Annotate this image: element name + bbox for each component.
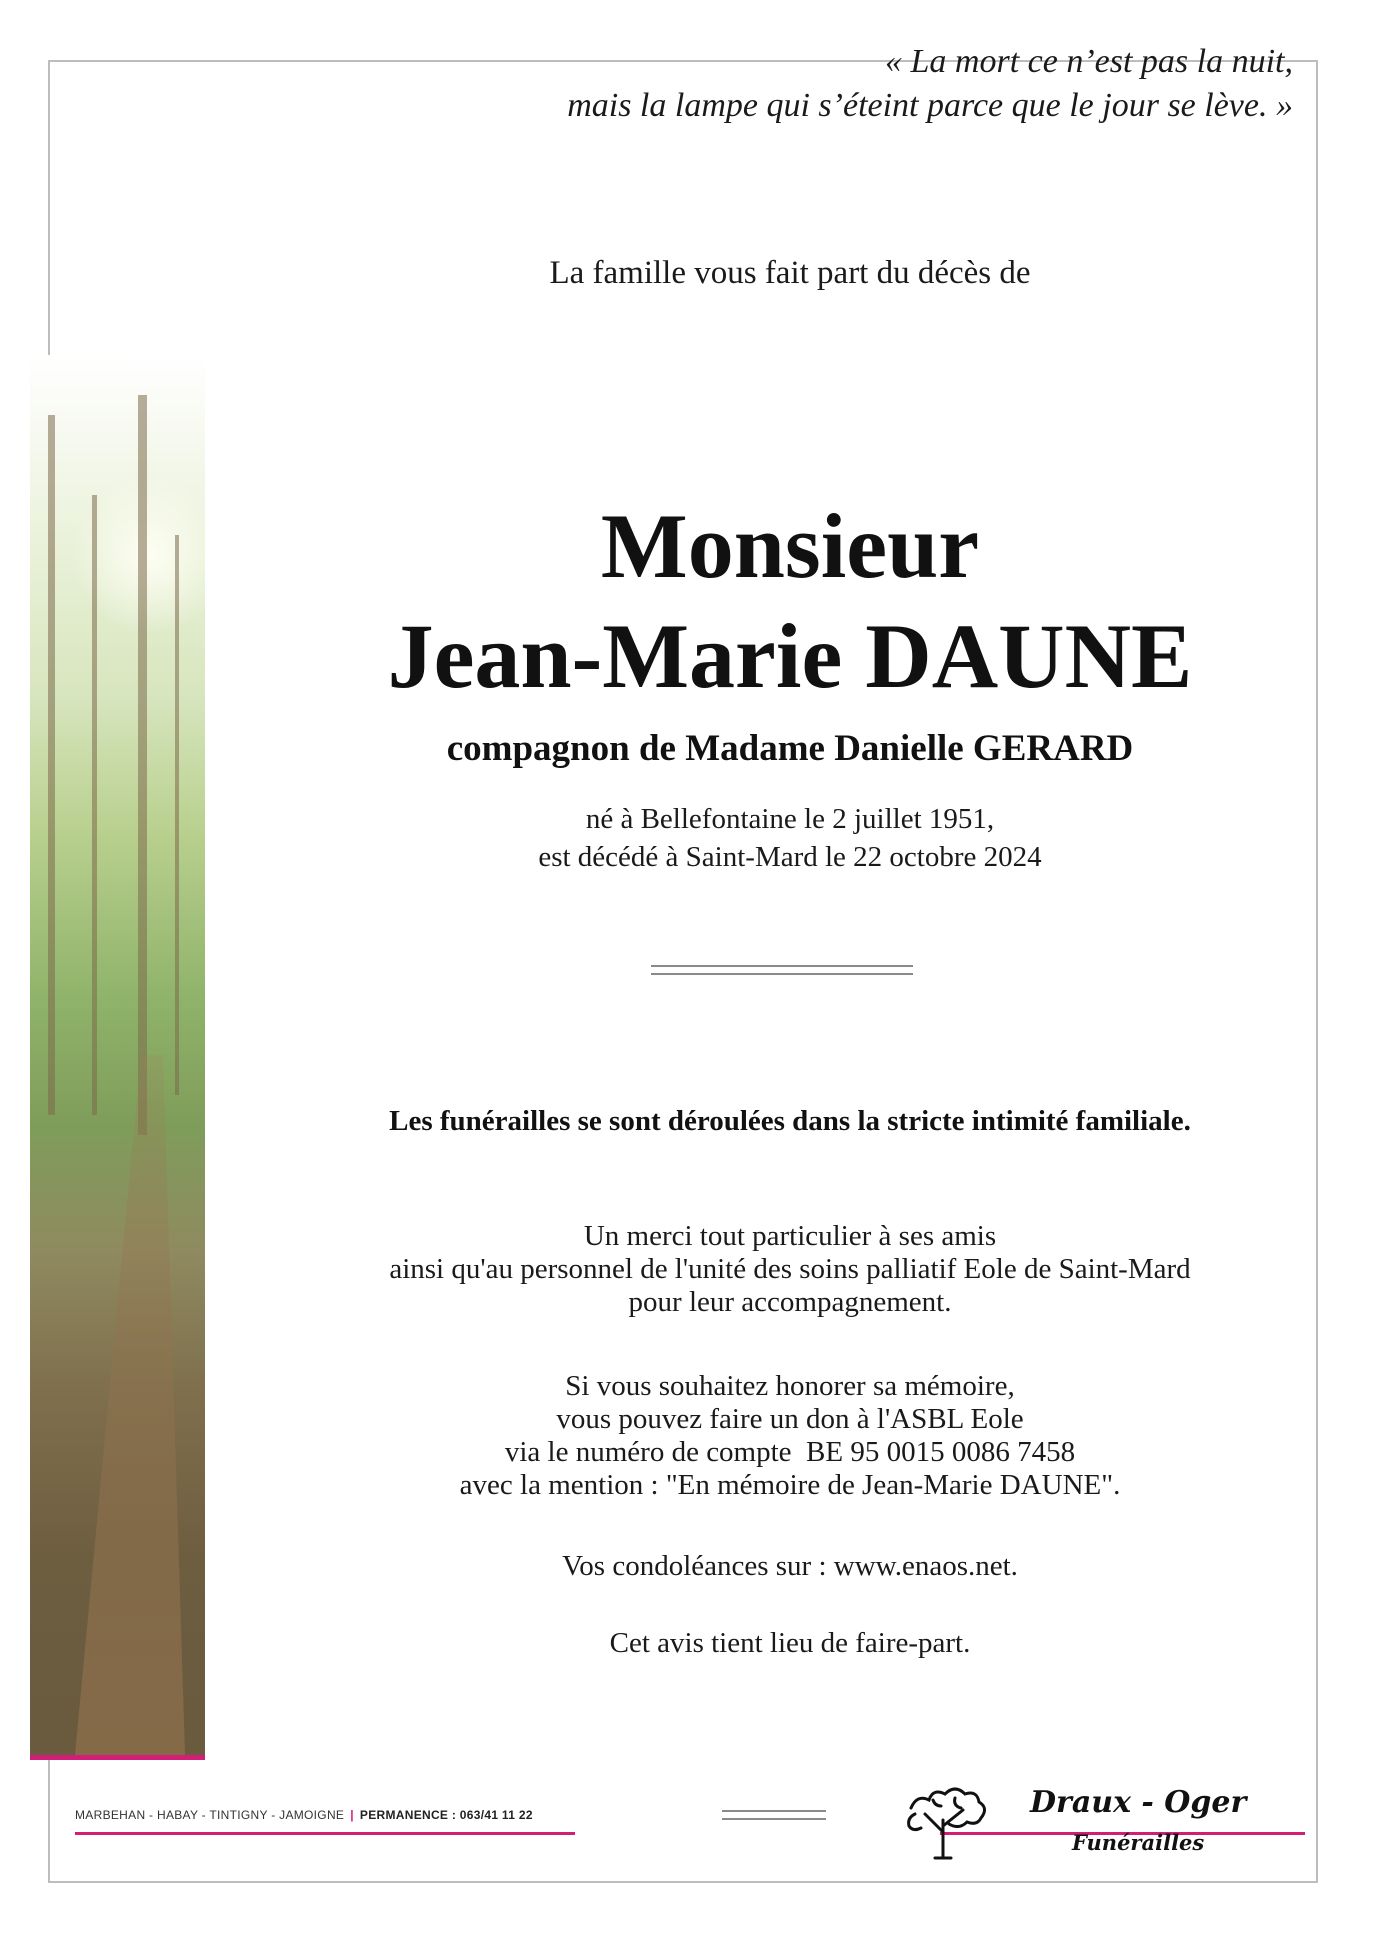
quote-line-2: mais la lampe qui s’éteint parce que le jour se lève. » (567, 87, 1293, 124)
brand-name: Draux - Oger (1030, 1785, 1247, 1820)
epigraph-quote (567, 40, 1293, 128)
donation-line: Si vous souhaitez honorer sa mémoire, (565, 1370, 1015, 1402)
brand-subtitle: Funérailles (1072, 1830, 1205, 1855)
deceased-name: Jean-Marie DAUNE (387, 605, 1193, 707)
birth-death-dates (0, 800, 1377, 876)
tree-icon (893, 1770, 993, 1860)
birth-line: né à Bellefontaine le 2 juillet 1951, (585, 803, 995, 835)
footer-permanence: PERMANENCE : 063/41 11 22 (359, 1808, 533, 1822)
notice-line: Cet avis tient lieu de faire-part. (609, 1627, 971, 1659)
condolences-line: Vos condoléances sur : www.enaos.net. (562, 1550, 1018, 1582)
footer-contact (75, 1808, 533, 1822)
death-line: est décédé à Saint-Mard le 22 octobre 2024 (538, 841, 1042, 873)
footer-divider (722, 1810, 826, 1820)
donation-line: avec la mention : "En mémoire de Jean-Marie DAUNE". (459, 1469, 1121, 1501)
footer-accent-line-left (75, 1832, 575, 1835)
thanks-paragraph (0, 1220, 1377, 1319)
footer-locations: MARBEHAN - HABAY - TINTIGNY - JAMOIGNE (75, 1808, 345, 1822)
section-divider (651, 965, 913, 975)
donation-line: vous pouvez faire un don à l'ASBL Eole (556, 1403, 1024, 1435)
donation-paragraph (0, 1370, 1377, 1502)
funerals-notice: Les funérailles se sont déroulées dans la stricte intimité familiale. (389, 1105, 1191, 1137)
thanks-line: pour leur accompagnement. (628, 1286, 952, 1318)
thanks-line: Un merci tout particulier à ses amis (583, 1220, 997, 1252)
companion-line: compagnon de Madame Danielle GERARD (446, 728, 1134, 769)
forest-accent-bar (30, 1755, 205, 1760)
donation-line: via le numéro de compte BE 95 0015 0086 7458 (504, 1436, 1076, 1468)
footer-separator: | (350, 1808, 354, 1822)
intro-text: La famille vous fait part du décès de (549, 255, 1031, 291)
quote-line-1: « La mort ce n’est pas la nuit, (885, 43, 1293, 80)
thanks-line: ainsi qu'au personnel de l'unité des soins palliatif Eole de Saint-Mard (389, 1253, 1191, 1285)
deceased-title: Monsieur (600, 495, 980, 597)
